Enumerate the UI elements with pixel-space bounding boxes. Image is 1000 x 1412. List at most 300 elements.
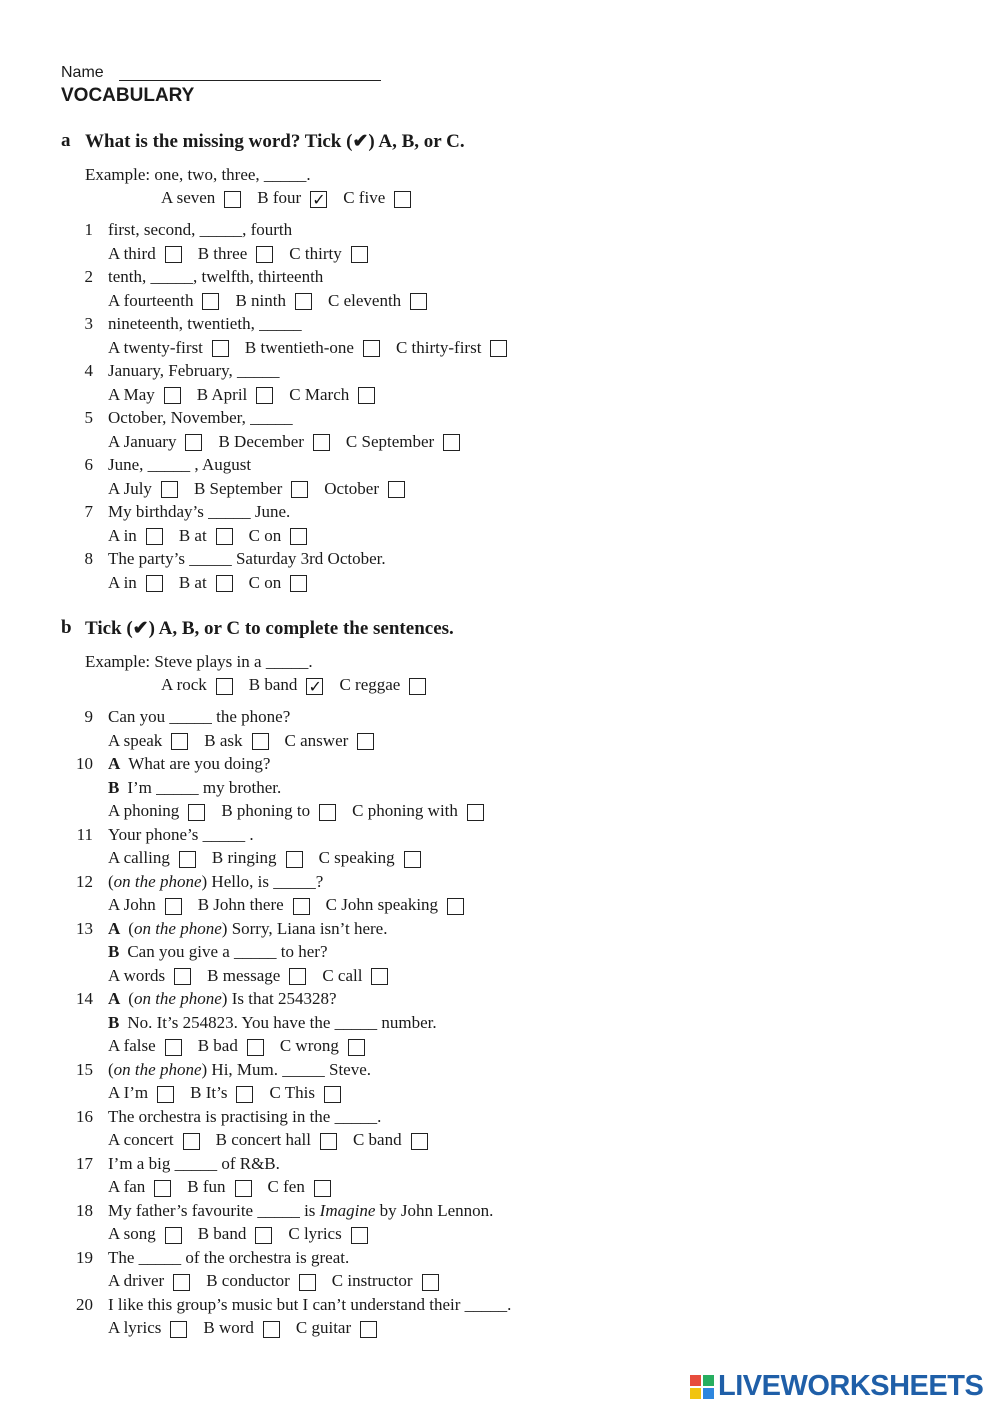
option-label: A May bbox=[108, 384, 155, 404]
checkbox[interactable] bbox=[185, 434, 202, 451]
line-text: My birthday’s _____ June. bbox=[108, 502, 291, 521]
answer-option[interactable] bbox=[108, 847, 196, 869]
answer-options bbox=[108, 572, 323, 594]
option-label: A driver bbox=[108, 1271, 165, 1290]
option-label: B John there bbox=[197, 895, 284, 914]
line-text: I like this group’s music but I can’t understand their _____. bbox=[108, 1294, 512, 1314]
option-label: C eleventh bbox=[328, 290, 402, 310]
question-text bbox=[108, 753, 270, 775]
option-label: B concert hall bbox=[215, 1130, 311, 1149]
answer-option[interactable] bbox=[108, 1317, 187, 1339]
checkbox[interactable] bbox=[291, 481, 308, 498]
answer-option[interactable] bbox=[108, 431, 202, 453]
option-label: A fourteenth bbox=[108, 290, 194, 310]
answer-option[interactable] bbox=[108, 384, 181, 406]
answer-options bbox=[108, 478, 421, 500]
italic-text: on the phone bbox=[113, 1059, 202, 1079]
answer-option[interactable] bbox=[322, 965, 388, 987]
question-text bbox=[108, 1012, 437, 1034]
speaker-label: A bbox=[108, 918, 121, 938]
answer-option[interactable] bbox=[218, 431, 329, 453]
answer-option[interactable] bbox=[288, 1223, 367, 1245]
checkbox[interactable] bbox=[351, 1227, 368, 1244]
checkbox[interactable] bbox=[216, 678, 233, 695]
checkbox[interactable] bbox=[157, 1086, 174, 1103]
checkbox[interactable] bbox=[202, 293, 219, 310]
logo-square bbox=[690, 1388, 701, 1399]
answer-option[interactable] bbox=[108, 1270, 190, 1292]
logo-square bbox=[703, 1388, 714, 1399]
checkbox[interactable] bbox=[256, 246, 273, 263]
answer-option[interactable] bbox=[108, 525, 163, 547]
line-text: June, _____ , August bbox=[108, 455, 252, 474]
answer-option[interactable] bbox=[108, 1223, 182, 1245]
option-label: B ringing bbox=[211, 848, 277, 867]
answer-option[interactable] bbox=[285, 730, 375, 752]
question-text bbox=[108, 501, 290, 523]
checkbox[interactable] bbox=[174, 968, 191, 985]
answer-option[interactable] bbox=[257, 187, 327, 209]
checkbox[interactable] bbox=[165, 246, 182, 263]
answer-option[interactable] bbox=[249, 674, 324, 696]
checkbox[interactable] bbox=[314, 1180, 331, 1197]
option-label: B December bbox=[218, 431, 304, 451]
answer-option[interactable] bbox=[198, 1223, 273, 1245]
option-label: A John bbox=[108, 895, 156, 914]
checkbox[interactable] bbox=[188, 804, 205, 821]
question-text bbox=[108, 777, 281, 799]
answer-options bbox=[108, 1082, 357, 1104]
section-letter: a bbox=[61, 130, 71, 151]
answer-option[interactable] bbox=[235, 290, 312, 312]
checkbox[interactable] bbox=[161, 481, 178, 498]
answer-option[interactable] bbox=[198, 243, 274, 265]
checkbox[interactable] bbox=[404, 851, 421, 868]
option-label: B band bbox=[197, 1224, 247, 1243]
answer-option[interactable] bbox=[203, 1317, 280, 1339]
option-label: A third bbox=[108, 243, 156, 263]
answer-option[interactable] bbox=[108, 1129, 200, 1151]
option-label: A words bbox=[108, 965, 166, 985]
question-number: 7 bbox=[84, 502, 93, 521]
answer-option[interactable] bbox=[108, 290, 219, 312]
logo-square bbox=[690, 1375, 701, 1386]
question-number: 6 bbox=[84, 455, 93, 474]
answer-option[interactable] bbox=[339, 674, 426, 696]
answer-option[interactable] bbox=[190, 1082, 253, 1104]
question-number: 1 bbox=[84, 220, 93, 239]
speaker-label: B bbox=[108, 777, 120, 797]
checkbox[interactable] bbox=[357, 733, 374, 750]
option-label: A calling bbox=[108, 848, 170, 867]
option-label: C speaking bbox=[318, 848, 395, 867]
question-text bbox=[108, 871, 323, 893]
line-text: The _____ of the orchestra is great. bbox=[108, 1247, 350, 1267]
checkbox[interactable] bbox=[371, 968, 388, 985]
checkbox[interactable] bbox=[236, 1086, 253, 1103]
checkbox[interactable] bbox=[467, 804, 484, 821]
option-label: C wrong bbox=[279, 1036, 339, 1055]
checkbox[interactable] bbox=[252, 733, 269, 750]
checkbox[interactable] bbox=[171, 733, 188, 750]
answer-options bbox=[108, 1129, 444, 1151]
option-label: C thirty bbox=[289, 243, 342, 263]
question-number: 10 bbox=[76, 754, 93, 773]
checkbox[interactable] bbox=[447, 898, 464, 915]
answer-option[interactable] bbox=[353, 1129, 428, 1151]
option-label: B message bbox=[207, 965, 281, 985]
line-text: ) Sorry, Liana isn’t here. bbox=[221, 918, 388, 938]
option-label: C guitar bbox=[295, 1318, 352, 1337]
checkbox[interactable] bbox=[411, 1133, 428, 1150]
answer-option[interactable] bbox=[352, 800, 484, 822]
line-text: Your phone’s _____ . bbox=[108, 824, 254, 844]
question-text bbox=[108, 219, 292, 241]
checkbox[interactable] bbox=[351, 246, 368, 263]
checkbox[interactable] bbox=[289, 968, 306, 985]
answer-option[interactable] bbox=[289, 243, 367, 265]
option-label: C March bbox=[289, 384, 350, 404]
speaker-label: A bbox=[108, 754, 121, 773]
question-number: 8 bbox=[84, 549, 93, 568]
question-text bbox=[108, 1247, 349, 1269]
question-number: 2 bbox=[84, 267, 93, 286]
answer-option[interactable] bbox=[108, 478, 178, 500]
line-text: ) Hi, Mum. _____ Steve. bbox=[201, 1059, 372, 1079]
answer-option[interactable] bbox=[328, 290, 427, 312]
checkbox[interactable] bbox=[255, 1227, 272, 1244]
checkbox[interactable] bbox=[290, 575, 307, 592]
question-number: 14 bbox=[76, 989, 93, 1008]
checkbox[interactable] bbox=[165, 898, 182, 915]
checkbox[interactable] bbox=[295, 293, 312, 310]
answer-options bbox=[161, 187, 427, 209]
option-label: A speak bbox=[108, 730, 163, 750]
line-text: What are you doing? bbox=[128, 754, 271, 773]
example-text: Example: Steve plays in a _____. bbox=[85, 652, 313, 671]
answer-option[interactable] bbox=[207, 965, 306, 987]
option-label: A in bbox=[108, 572, 137, 592]
answer-option[interactable] bbox=[179, 572, 233, 594]
answer-option[interactable] bbox=[204, 730, 268, 752]
answer-option[interactable] bbox=[249, 525, 308, 547]
checkbox[interactable] bbox=[320, 1133, 337, 1150]
speaker-label: B bbox=[108, 942, 120, 961]
checkbox[interactable] bbox=[324, 1086, 341, 1103]
option-label: C September bbox=[345, 431, 435, 451]
checkbox[interactable] bbox=[165, 1039, 182, 1056]
checkbox[interactable] bbox=[290, 528, 307, 545]
option-label: B April bbox=[196, 384, 248, 404]
question-text bbox=[108, 1153, 280, 1175]
question-text bbox=[108, 407, 293, 429]
option-label: B three bbox=[197, 243, 248, 263]
option-label: A January bbox=[108, 431, 177, 451]
answer-option[interactable] bbox=[221, 800, 336, 822]
line-text: ) Hello, is _____? bbox=[201, 871, 324, 891]
question-text bbox=[108, 1294, 511, 1316]
answer-options bbox=[108, 290, 443, 312]
checkbox[interactable] bbox=[256, 387, 273, 404]
answer-option[interactable] bbox=[249, 572, 308, 594]
question-number: 17 bbox=[76, 1153, 93, 1173]
answer-option[interactable] bbox=[280, 1035, 365, 1057]
answer-option[interactable] bbox=[346, 431, 460, 453]
answer-options bbox=[161, 674, 442, 696]
checkbox[interactable] bbox=[183, 1133, 200, 1150]
line-text: No. It’s 254823. You have the _____ number. bbox=[127, 1012, 437, 1032]
question-text bbox=[108, 1059, 371, 1081]
question-number: 12 bbox=[76, 871, 93, 891]
checkbox[interactable] bbox=[146, 528, 163, 545]
option-label: B September bbox=[193, 478, 283, 498]
option-label: October bbox=[324, 478, 379, 498]
checkbox[interactable] bbox=[146, 575, 163, 592]
speaker-label: A bbox=[108, 989, 121, 1008]
answer-option[interactable] bbox=[269, 1082, 341, 1104]
option-label: B word bbox=[203, 1318, 254, 1337]
checkbox[interactable] bbox=[410, 293, 427, 310]
answer-option[interactable] bbox=[197, 384, 274, 406]
option-label: A song bbox=[108, 1224, 156, 1243]
answer-option[interactable] bbox=[212, 847, 303, 869]
answer-option[interactable] bbox=[198, 1035, 264, 1057]
answer-option[interactable] bbox=[187, 1176, 251, 1198]
question-text bbox=[108, 266, 323, 288]
checkbox[interactable] bbox=[388, 481, 405, 498]
answer-option[interactable] bbox=[108, 965, 191, 987]
answer-option[interactable] bbox=[324, 478, 405, 500]
option-label: B at bbox=[178, 572, 207, 592]
question-number: 3 bbox=[84, 314, 93, 333]
option-label: A July bbox=[108, 478, 152, 498]
question-text bbox=[108, 313, 302, 335]
section-instruction: What is the missing word? Tick (✔) A, B, or C. bbox=[85, 131, 465, 152]
answer-option[interactable] bbox=[198, 894, 310, 916]
answer-options bbox=[108, 894, 480, 916]
section-heading bbox=[0, 617, 900, 643]
checkbox[interactable] bbox=[154, 1180, 171, 1197]
question-number: 13 bbox=[76, 918, 93, 938]
checkbox[interactable] bbox=[409, 678, 426, 695]
checkbox[interactable] bbox=[216, 575, 233, 592]
answer-option[interactable] bbox=[108, 1035, 182, 1057]
answer-options bbox=[108, 965, 404, 987]
answer-option[interactable] bbox=[216, 1129, 337, 1151]
name-field-line[interactable] bbox=[119, 80, 381, 81]
line-text: I’m _____ my brother. bbox=[127, 777, 282, 797]
option-label: A false bbox=[108, 1036, 156, 1055]
answer-option[interactable] bbox=[108, 800, 205, 822]
checkbox[interactable] bbox=[443, 434, 460, 451]
answer-options bbox=[108, 730, 390, 752]
option-label: C answer bbox=[284, 730, 349, 750]
line-text: October, November, _____ bbox=[108, 408, 293, 427]
option-label: B ask bbox=[204, 730, 243, 750]
option-label: A seven bbox=[161, 188, 216, 207]
answer-options bbox=[108, 1176, 347, 1198]
answer-option[interactable] bbox=[161, 187, 241, 209]
answer-option[interactable] bbox=[245, 337, 380, 359]
question-text bbox=[108, 1200, 493, 1222]
option-label: C thirty-first bbox=[395, 337, 482, 357]
question-text bbox=[108, 548, 386, 570]
line-text: first, second, _____, fourth bbox=[108, 220, 293, 239]
answer-options bbox=[108, 1317, 393, 1339]
option-label: C fen bbox=[267, 1177, 305, 1196]
question-text bbox=[108, 706, 290, 728]
option-label: A twenty-first bbox=[108, 337, 203, 357]
line-text: January, February, _____ bbox=[108, 361, 280, 380]
checkbox[interactable] bbox=[358, 387, 375, 404]
checkbox[interactable] bbox=[299, 1274, 316, 1291]
answer-option[interactable] bbox=[319, 847, 421, 869]
checkbox[interactable] bbox=[360, 1321, 377, 1338]
option-label: C on bbox=[248, 572, 282, 592]
checkbox[interactable] bbox=[263, 1321, 280, 1338]
option-label: C on bbox=[248, 525, 282, 545]
checkbox[interactable] bbox=[165, 1227, 182, 1244]
checkbox[interactable] bbox=[313, 434, 330, 451]
option-label: B ninth bbox=[235, 290, 286, 310]
line-text: tenth, _____, twelfth, thirteenth bbox=[108, 267, 324, 286]
line-text-post: by John Lennon. bbox=[375, 1200, 494, 1220]
checkbox[interactable] bbox=[319, 804, 336, 821]
answer-options bbox=[108, 384, 391, 406]
question-text bbox=[108, 454, 251, 476]
option-label: C five bbox=[343, 188, 386, 207]
option-label: C John speaking bbox=[325, 895, 439, 914]
answer-option[interactable] bbox=[108, 243, 182, 265]
question-number: 18 bbox=[76, 1200, 93, 1220]
answer-options bbox=[108, 525, 323, 547]
liveworksheets-logo bbox=[690, 1370, 983, 1403]
answer-option[interactable] bbox=[289, 384, 375, 406]
question-text bbox=[108, 360, 280, 382]
answer-option[interactable] bbox=[343, 187, 411, 209]
question-text bbox=[108, 941, 328, 963]
option-label: A I’m bbox=[108, 1083, 149, 1102]
checkbox-checked[interactable] bbox=[306, 678, 323, 695]
answer-option[interactable] bbox=[108, 730, 188, 752]
answer-options bbox=[108, 847, 437, 869]
logo-text: LIVEWORKSHEETS bbox=[718, 1370, 984, 1402]
question-number: 15 bbox=[76, 1059, 93, 1079]
paren-open: ( bbox=[128, 918, 134, 938]
question-number: 5 bbox=[84, 408, 93, 427]
logo-square bbox=[703, 1375, 714, 1386]
italic-text: Imagine bbox=[319, 1200, 376, 1220]
checkbox[interactable] bbox=[212, 340, 229, 357]
answer-option[interactable] bbox=[296, 1317, 377, 1339]
answer-options bbox=[108, 431, 476, 453]
option-label: A fan bbox=[108, 1177, 146, 1196]
answer-options bbox=[108, 800, 500, 822]
section-instruction: Tick (✔) A, B, or C to complete the sentences. bbox=[85, 618, 454, 639]
checkbox[interactable] bbox=[164, 387, 181, 404]
checkbox[interactable] bbox=[179, 851, 196, 868]
logo-icon bbox=[690, 1375, 714, 1399]
answer-option[interactable] bbox=[396, 337, 507, 359]
question-number: 20 bbox=[76, 1294, 93, 1314]
name-label: Name bbox=[61, 64, 104, 81]
option-label: C reggae bbox=[339, 675, 401, 694]
checkbox[interactable] bbox=[173, 1274, 190, 1291]
option-label: B twentieth-one bbox=[244, 337, 354, 357]
answer-option[interactable] bbox=[108, 894, 182, 916]
section-heading bbox=[0, 130, 900, 156]
answer-option[interactable] bbox=[206, 1270, 316, 1292]
answer-option[interactable] bbox=[268, 1176, 331, 1198]
section-letter: b bbox=[61, 617, 72, 638]
checkbox[interactable] bbox=[293, 898, 310, 915]
answer-options bbox=[108, 1223, 384, 1245]
option-label: C This bbox=[269, 1083, 315, 1102]
option-label: B band bbox=[248, 675, 298, 694]
option-label: A concert bbox=[108, 1130, 174, 1149]
checkbox[interactable] bbox=[363, 340, 380, 357]
question-number: 11 bbox=[76, 824, 93, 844]
question-number: 16 bbox=[76, 1106, 93, 1126]
checkbox[interactable] bbox=[170, 1321, 187, 1338]
paren-open: ( bbox=[128, 989, 134, 1008]
checkbox[interactable] bbox=[422, 1274, 439, 1291]
checkbox-checked[interactable] bbox=[310, 191, 327, 208]
answer-option[interactable] bbox=[108, 337, 229, 359]
answer-option[interactable] bbox=[332, 1270, 439, 1292]
answer-option[interactable] bbox=[108, 572, 163, 594]
italic-text: on the phone bbox=[133, 989, 222, 1008]
page-title: VOCABULARY bbox=[61, 85, 195, 106]
line-text: The orchestra is practising in the _____. bbox=[108, 1106, 382, 1126]
checkbox[interactable] bbox=[394, 191, 411, 208]
line-text: The party’s _____ Saturday 3rd October. bbox=[108, 549, 386, 568]
option-label: B phoning to bbox=[221, 801, 311, 820]
option-label: A lyrics bbox=[108, 1318, 162, 1337]
line-text: Can you give a _____ to her? bbox=[127, 942, 328, 961]
question-text bbox=[108, 1106, 381, 1128]
checkbox[interactable] bbox=[247, 1039, 264, 1056]
answer-options bbox=[108, 337, 523, 359]
question-text bbox=[108, 988, 337, 1010]
answer-options bbox=[108, 1270, 455, 1292]
answer-option[interactable] bbox=[326, 894, 464, 916]
option-label: A phoning bbox=[108, 801, 180, 820]
line-text: ) Is that 254328? bbox=[221, 989, 337, 1008]
italic-text: on the phone bbox=[133, 918, 222, 938]
checkbox[interactable] bbox=[286, 851, 303, 868]
answer-option[interactable] bbox=[179, 525, 233, 547]
paren-open: ( bbox=[108, 1059, 114, 1079]
option-label: C band bbox=[352, 1130, 402, 1149]
checkbox[interactable] bbox=[224, 191, 241, 208]
answer-option[interactable] bbox=[161, 674, 233, 696]
checkbox[interactable] bbox=[348, 1039, 365, 1056]
italic-text: on the phone bbox=[113, 871, 202, 891]
example-text: Example: one, two, three, _____. bbox=[85, 165, 311, 184]
answer-option[interactable] bbox=[108, 1082, 174, 1104]
option-label: C phoning with bbox=[352, 801, 458, 820]
checkbox[interactable] bbox=[490, 340, 507, 357]
checkbox[interactable] bbox=[216, 528, 233, 545]
question-text bbox=[108, 824, 254, 846]
answer-option[interactable] bbox=[108, 1176, 171, 1198]
checkbox[interactable] bbox=[235, 1180, 252, 1197]
option-label: B conductor bbox=[206, 1271, 290, 1290]
option-label: C call bbox=[322, 965, 363, 985]
answer-option[interactable] bbox=[194, 478, 308, 500]
option-label: C lyrics bbox=[288, 1224, 342, 1243]
